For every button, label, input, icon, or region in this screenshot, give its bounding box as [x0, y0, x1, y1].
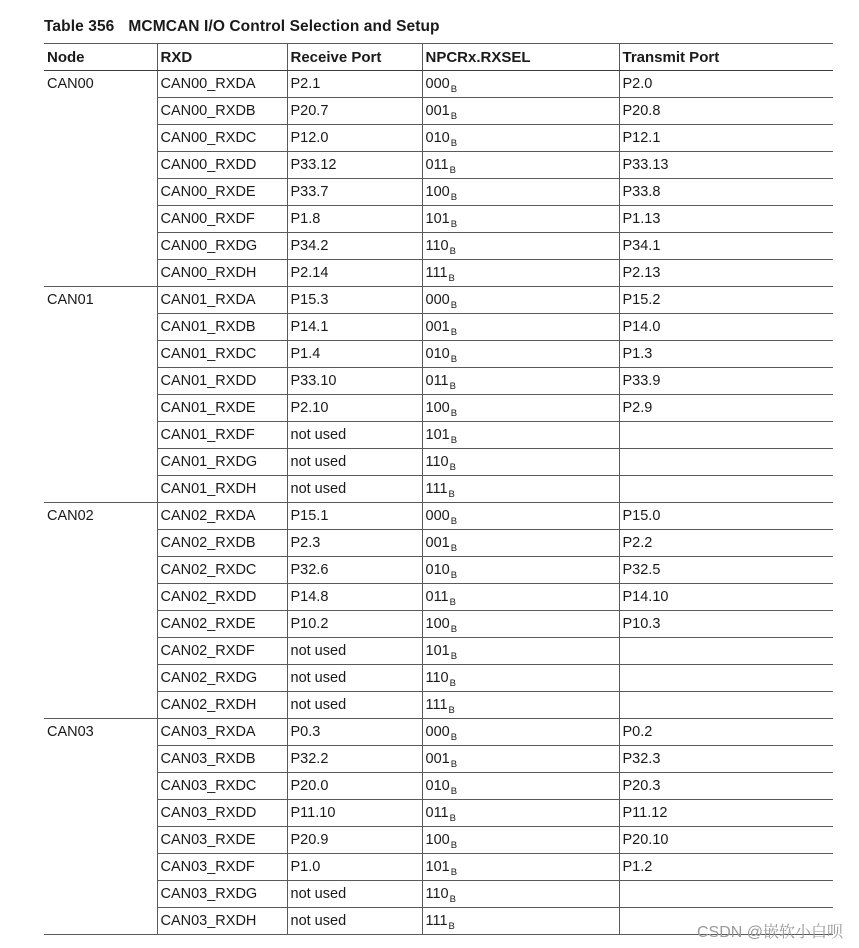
rxsel-value: 110 [425, 886, 449, 902]
cell-receive-port: P12.0 [287, 125, 422, 152]
cell-receive-port: P15.1 [287, 503, 422, 530]
cell-transmit-port: P20.8 [619, 98, 833, 125]
cell-rxd: CAN00_RXDD [157, 152, 287, 179]
cell-rxsel [422, 206, 619, 233]
cell-rxsel [422, 530, 619, 557]
cell-transmit-port: P33.13 [619, 152, 833, 179]
rxsel-value: 101 [425, 859, 450, 875]
table-row [44, 854, 833, 881]
cell-transmit-port: P2.13 [619, 260, 833, 287]
column-header-rxd: RXD [157, 44, 287, 71]
cell-rxsel [422, 557, 619, 584]
rxsel-base-suffix: B [449, 462, 456, 473]
table-row [44, 827, 833, 854]
cell-receive-port: not used [287, 638, 422, 665]
cell-rxd: CAN01_RXDE [157, 395, 287, 422]
cell-receive-port: P32.2 [287, 746, 422, 773]
rxsel-value: 001 [425, 103, 450, 119]
cell-rxd: CAN01_RXDC [157, 341, 287, 368]
cell-rxd: CAN03_RXDA [157, 719, 287, 746]
rxsel-base-suffix: B [450, 408, 458, 419]
rxsel-base-suffix: B [450, 651, 458, 662]
rxsel-value: 000 [425, 292, 450, 308]
column-header-node: Node [44, 44, 157, 71]
rxsel-value: 111 [425, 697, 448, 713]
cell-node [44, 746, 157, 773]
cell-rxd: CAN03_RXDG [157, 881, 287, 908]
rxsel-value: 110 [425, 454, 449, 470]
rxsel-base-suffix: B [450, 192, 458, 203]
cell-node [44, 827, 157, 854]
cell-node [44, 233, 157, 260]
rxsel-base-suffix: B [450, 435, 458, 446]
table-row [44, 314, 833, 341]
cell-rxd: CAN03_RXDF [157, 854, 287, 881]
cell-rxsel [422, 746, 619, 773]
cell-receive-port: not used [287, 692, 422, 719]
rxsel-base-suffix: B [450, 516, 458, 527]
cell-rxsel [422, 584, 619, 611]
rxsel-base-suffix: B [449, 246, 456, 257]
rxsel-base-suffix: B [450, 732, 458, 743]
cell-rxd: CAN01_RXDB [157, 314, 287, 341]
cell-node [44, 179, 157, 206]
table-row [44, 584, 833, 611]
cell-node [44, 395, 157, 422]
cell-receive-port: P1.8 [287, 206, 422, 233]
rxsel-base-suffix: B [450, 111, 458, 122]
cell-node: CAN00 [47, 76, 94, 93]
cell-transmit-port: P20.10 [619, 827, 833, 854]
cell-receive-port: not used [287, 881, 422, 908]
table-row [44, 665, 833, 692]
cell-node [44, 692, 157, 719]
cell-rxsel [422, 881, 619, 908]
cell-node [44, 98, 157, 125]
cell-node [44, 638, 157, 665]
rxsel-base-suffix: B [450, 786, 458, 797]
cell-receive-port: P15.3 [287, 287, 422, 314]
cell-transmit-port: P2.2 [619, 530, 833, 557]
cell-node [44, 476, 157, 503]
cell-transmit-port: P32.3 [619, 746, 833, 773]
cell-transmit-port: P15.0 [619, 503, 833, 530]
rxsel-base-suffix: B [450, 840, 458, 851]
cell-receive-port: P14.8 [287, 584, 422, 611]
cell-node [44, 422, 157, 449]
rxsel-base-suffix: B [448, 273, 455, 284]
cell-receive-port: P2.3 [287, 530, 422, 557]
table-row [44, 800, 833, 827]
rxsel-value: 110 [425, 238, 449, 254]
cell-transmit-port [619, 638, 833, 665]
cell-receive-port: P11.10 [287, 800, 422, 827]
rxsel-base-suffix: B [450, 219, 458, 230]
rxsel-base-suffix: B [449, 597, 456, 608]
cell-receive-port: not used [287, 449, 422, 476]
table-row [44, 881, 833, 908]
cell-rxd: CAN02_RXDA [157, 503, 287, 530]
rxsel-value: 000 [425, 724, 450, 740]
cell-receive-port: not used [287, 422, 422, 449]
rxsel-value: 111 [425, 265, 448, 281]
rxsel-base-suffix: B [450, 543, 458, 554]
cell-receive-port: P14.1 [287, 314, 422, 341]
table-row [44, 449, 833, 476]
rxsel-base-suffix: B [450, 354, 458, 365]
cell-rxsel [422, 773, 619, 800]
rxsel-value: 000 [425, 508, 450, 524]
cell-receive-port: P2.1 [287, 71, 422, 98]
cell-rxsel [422, 800, 619, 827]
rxsel-value: 001 [425, 535, 450, 551]
cell-rxd: CAN01_RXDF [157, 422, 287, 449]
rxsel-value: 010 [425, 346, 450, 362]
rxsel-base-suffix: B [450, 84, 458, 95]
cell-rxsel [422, 98, 619, 125]
cell-transmit-port: P20.3 [619, 773, 833, 800]
cell-transmit-port: P34.1 [619, 233, 833, 260]
rxsel-base-suffix: B [449, 813, 456, 824]
cell-node [44, 665, 157, 692]
cell-transmit-port: P14.0 [619, 314, 833, 341]
cell-rxsel [422, 476, 619, 503]
cell-node: CAN02 [47, 508, 94, 525]
rxsel-value: 100 [425, 400, 450, 416]
rxsel-base-suffix: B [449, 165, 456, 176]
rxsel-base-suffix: B [450, 759, 458, 770]
cell-rxsel [422, 692, 619, 719]
table-row [44, 341, 833, 368]
rxsel-base-suffix: B [448, 489, 455, 500]
cell-rxd: CAN02_RXDE [157, 611, 287, 638]
rxsel-base-suffix: B [449, 678, 456, 689]
rxsel-value: 101 [425, 643, 450, 659]
cell-receive-port: P2.14 [287, 260, 422, 287]
table-row [44, 152, 833, 179]
cell-rxd: CAN02_RXDB [157, 530, 287, 557]
table-row [44, 287, 833, 314]
table-row [44, 179, 833, 206]
cell-rxsel [422, 422, 619, 449]
cell-transmit-port: P32.5 [619, 557, 833, 584]
cell-receive-port: P33.10 [287, 368, 422, 395]
cell-node: CAN01 [47, 292, 94, 309]
cell-transmit-port: P1.3 [619, 341, 833, 368]
cell-receive-port: P1.0 [287, 854, 422, 881]
cell-receive-port: P20.0 [287, 773, 422, 800]
cell-rxd: CAN01_RXDD [157, 368, 287, 395]
rxsel-value: 001 [425, 319, 450, 335]
cell-transmit-port: P10.3 [619, 611, 833, 638]
table-row [44, 98, 833, 125]
cell-rxsel [422, 665, 619, 692]
cell-rxd: CAN02_RXDD [157, 584, 287, 611]
rxsel-base-suffix: B [448, 921, 455, 932]
cell-rxsel [422, 827, 619, 854]
cell-node [44, 557, 157, 584]
table-row [44, 206, 833, 233]
cell-receive-port: not used [287, 476, 422, 503]
cell-rxsel [422, 260, 619, 287]
cell-rxd: CAN03_RXDC [157, 773, 287, 800]
cell-node [44, 341, 157, 368]
cell-rxd: CAN02_RXDC [157, 557, 287, 584]
cell-rxsel [422, 341, 619, 368]
rxsel-value: 010 [425, 778, 450, 794]
rxsel-value: 011 [425, 805, 449, 821]
cell-transmit-port [619, 692, 833, 719]
cell-node [44, 908, 157, 935]
io-control-table [44, 43, 833, 935]
rxsel-base-suffix: B [450, 570, 458, 581]
cell-receive-port: not used [287, 908, 422, 935]
cell-rxd: CAN00_RXDA [157, 71, 287, 98]
cell-transmit-port: P2.0 [619, 71, 833, 98]
column-header-receive-port: Receive Port [287, 44, 422, 71]
table-row [44, 692, 833, 719]
cell-rxd: CAN02_RXDF [157, 638, 287, 665]
rxsel-value: 110 [425, 670, 449, 686]
cell-receive-port: P10.2 [287, 611, 422, 638]
table-row [44, 638, 833, 665]
table-number: Table 356 [44, 18, 115, 35]
cell-rxsel [422, 854, 619, 881]
table-row [44, 557, 833, 584]
cell-transmit-port [619, 665, 833, 692]
cell-node [44, 449, 157, 476]
cell-receive-port: P34.2 [287, 233, 422, 260]
cell-receive-port: P1.4 [287, 341, 422, 368]
rxsel-value: 011 [425, 373, 449, 389]
table-row [44, 395, 833, 422]
rxsel-value: 111 [425, 913, 448, 929]
cell-transmit-port: P33.8 [619, 179, 833, 206]
table-caption [44, 18, 440, 36]
cell-transmit-port [619, 881, 833, 908]
table-row [44, 233, 833, 260]
table-body [44, 71, 833, 935]
cell-receive-port: P20.9 [287, 827, 422, 854]
cell-node [44, 611, 157, 638]
column-header-transmit-port: Transmit Port [619, 44, 833, 71]
table-row [44, 422, 833, 449]
cell-rxsel [422, 611, 619, 638]
cell-receive-port: P33.7 [287, 179, 422, 206]
cell-rxd: CAN00_RXDE [157, 179, 287, 206]
cell-rxsel [422, 314, 619, 341]
rxsel-value: 001 [425, 751, 450, 767]
cell-rxsel [422, 179, 619, 206]
rxsel-value: 011 [425, 589, 449, 605]
cell-transmit-port: P11.12 [619, 800, 833, 827]
cell-node [44, 530, 157, 557]
cell-receive-port: P32.6 [287, 557, 422, 584]
table-row [44, 611, 833, 638]
cell-transmit-port: P1.2 [619, 854, 833, 881]
cell-transmit-port: P15.2 [619, 287, 833, 314]
table-row [44, 125, 833, 152]
rxsel-base-suffix: B [450, 138, 458, 149]
table-row [44, 746, 833, 773]
cell-rxsel [422, 152, 619, 179]
cell-transmit-port: P2.9 [619, 395, 833, 422]
cell-rxsel [422, 368, 619, 395]
rxsel-value: 010 [425, 562, 450, 578]
cell-receive-port: P2.10 [287, 395, 422, 422]
rxsel-value: 100 [425, 832, 450, 848]
cell-receive-port: P0.3 [287, 719, 422, 746]
cell-rxd: CAN00_RXDH [157, 260, 287, 287]
cell-node [44, 881, 157, 908]
cell-receive-port: P20.7 [287, 98, 422, 125]
table-row [44, 503, 833, 530]
rxsel-value: 010 [425, 130, 450, 146]
rxsel-value: 100 [425, 184, 450, 200]
table-title: MCMCAN I/O Control Selection and Setup [128, 18, 440, 35]
cell-transmit-port: P1.13 [619, 206, 833, 233]
cell-rxd: CAN03_RXDB [157, 746, 287, 773]
rxsel-base-suffix: B [449, 381, 456, 392]
cell-rxd: CAN01_RXDH [157, 476, 287, 503]
table-row [44, 773, 833, 800]
cell-node [44, 584, 157, 611]
column-header-rxsel: NPCRx.RXSEL [422, 44, 619, 71]
cell-transmit-port [619, 476, 833, 503]
cell-rxd: CAN00_RXDC [157, 125, 287, 152]
cell-rxd: CAN00_RXDB [157, 98, 287, 125]
rxsel-base-suffix: B [448, 705, 455, 716]
cell-rxsel [422, 638, 619, 665]
cell-transmit-port: P33.9 [619, 368, 833, 395]
cell-transmit-port: P0.2 [619, 719, 833, 746]
rxsel-value: 101 [425, 427, 450, 443]
cell-rxd: CAN03_RXDH [157, 908, 287, 935]
cell-rxd: CAN00_RXDF [157, 206, 287, 233]
cell-rxd: CAN02_RXDH [157, 692, 287, 719]
cell-rxd: CAN03_RXDE [157, 827, 287, 854]
rxsel-base-suffix: B [450, 867, 458, 878]
cell-rxsel [422, 71, 619, 98]
cell-node [44, 854, 157, 881]
cell-rxsel [422, 125, 619, 152]
cell-rxd: CAN01_RXDG [157, 449, 287, 476]
cell-node [44, 125, 157, 152]
cell-node [44, 368, 157, 395]
cell-node: CAN03 [47, 724, 94, 741]
rxsel-value: 111 [425, 481, 448, 497]
cell-transmit-port: P12.1 [619, 125, 833, 152]
cell-rxsel [422, 503, 619, 530]
cell-node [44, 773, 157, 800]
cell-rxd: CAN00_RXDG [157, 233, 287, 260]
cell-node [44, 314, 157, 341]
watermark: CSDN @嵌软小白呗 [696, 924, 843, 941]
rxsel-value: 000 [425, 76, 450, 92]
cell-node [44, 152, 157, 179]
rxsel-base-suffix: B [450, 327, 458, 338]
rxsel-base-suffix: B [450, 624, 458, 635]
cell-rxd: CAN02_RXDG [157, 665, 287, 692]
cell-node [44, 800, 157, 827]
rxsel-value: 101 [425, 211, 450, 227]
cell-rxsel [422, 287, 619, 314]
table-row [44, 71, 833, 98]
cell-node [44, 260, 157, 287]
cell-node [44, 206, 157, 233]
cell-transmit-port [619, 422, 833, 449]
table-row [44, 260, 833, 287]
table-row [44, 368, 833, 395]
rxsel-value: 100 [425, 616, 450, 632]
cell-rxsel [422, 395, 619, 422]
table-row [44, 530, 833, 557]
cell-receive-port: P33.12 [287, 152, 422, 179]
rxsel-value: 011 [425, 157, 449, 173]
cell-transmit-port [619, 449, 833, 476]
cell-rxd: CAN03_RXDD [157, 800, 287, 827]
cell-transmit-port: P14.10 [619, 584, 833, 611]
cell-rxsel [422, 908, 619, 935]
cell-rxd: CAN01_RXDA [157, 287, 287, 314]
rxsel-base-suffix: B [449, 894, 456, 905]
cell-rxsel [422, 719, 619, 746]
table-row [44, 719, 833, 746]
header-row [44, 44, 833, 71]
rxsel-base-suffix: B [450, 300, 458, 311]
cell-rxsel [422, 449, 619, 476]
cell-receive-port: not used [287, 665, 422, 692]
cell-rxsel [422, 233, 619, 260]
table-row [44, 476, 833, 503]
